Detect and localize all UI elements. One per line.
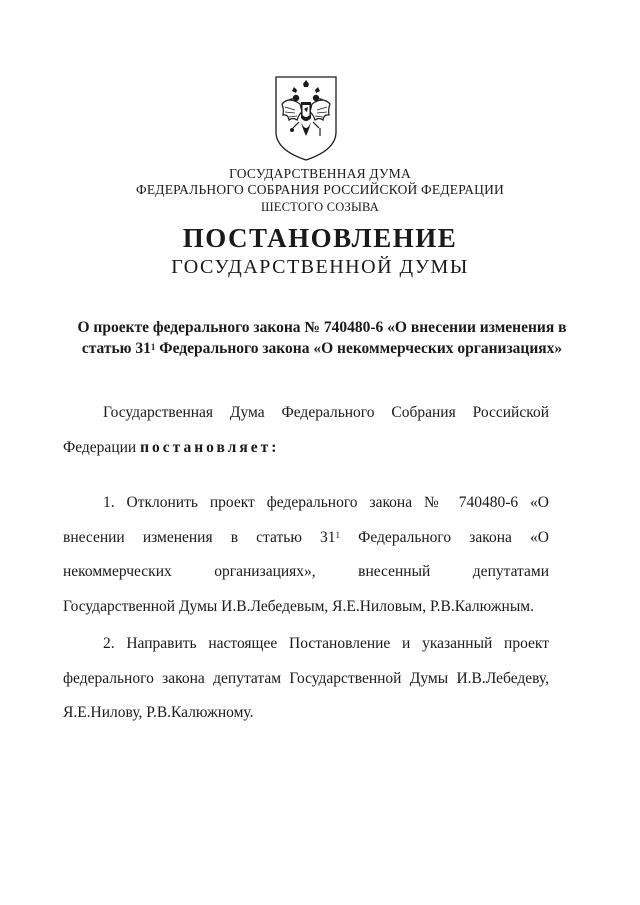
document-title: ПОСТАНОВЛЕНИЕ — [182, 223, 458, 253]
double-headed-eagle-icon — [273, 74, 339, 162]
document-subject — [62, 317, 582, 359]
intro-text: Государственная Дума Федерального Собрания Российской Федерации — [63, 404, 549, 456]
item-1-text: 1. Отклонить проект федерального закона № 740480-6 «О внесении изменения в статью 31 — [63, 494, 549, 546]
document-subtitle: ГОСУДАРСТВЕННОЙ ДУМЫ — [171, 256, 469, 278]
header-convocation-line: ШЕСТОГО СОЗЫВА — [260, 200, 380, 214]
subject-text-end: Федерального закона «О некоммерческих организациях» — [155, 340, 563, 357]
header-assembly-line: ФЕДЕРАЛЬНОГО СОБРАНИЯ РОССИЙСКОЙ ФЕДЕРАЦИИ — [136, 182, 504, 197]
item-1-text-end: Федерального закона «О некоммерческих организациях», внесенный депутатами Государственной Думы И.В.Лебедевым, Я.Е.Ниловым, Р.В.Калюжным. — [63, 528, 549, 615]
item-1-superscript: 1 — [335, 529, 341, 540]
intro-decree-word: постановляет: — [140, 438, 280, 456]
item-2-paragraph: 2. Направить настоящее Постановление и указанный проект федерального закона депутатам Государственной Думы И.В.Лебедеву, Я.Е.Нилову, Р.В.Калюжному. — [63, 635, 549, 721]
intro-paragraph — [63, 396, 549, 465]
subject-text: О проекте федерального закона № 740480-6 «О внесении изменения в статью 31 — [77, 319, 567, 357]
item-1-paragraph — [63, 486, 549, 624]
subject-superscript: 1 — [150, 342, 156, 352]
header-org-line: ГОСУДАРСТВЕННАЯ ДУМА — [229, 166, 411, 181]
